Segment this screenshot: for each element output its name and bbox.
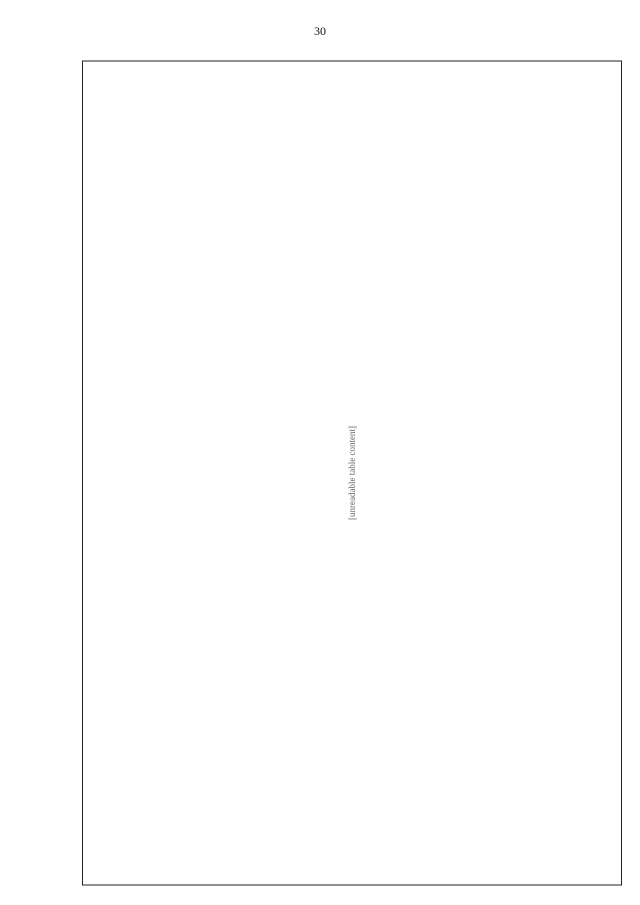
rotated-table-sheet [82,60,622,885]
rotated-content [82,60,622,885]
table-placeholder: [unreadable table content] [83,61,622,885]
data-table [82,60,622,885]
page-number: 30 [314,24,326,38]
